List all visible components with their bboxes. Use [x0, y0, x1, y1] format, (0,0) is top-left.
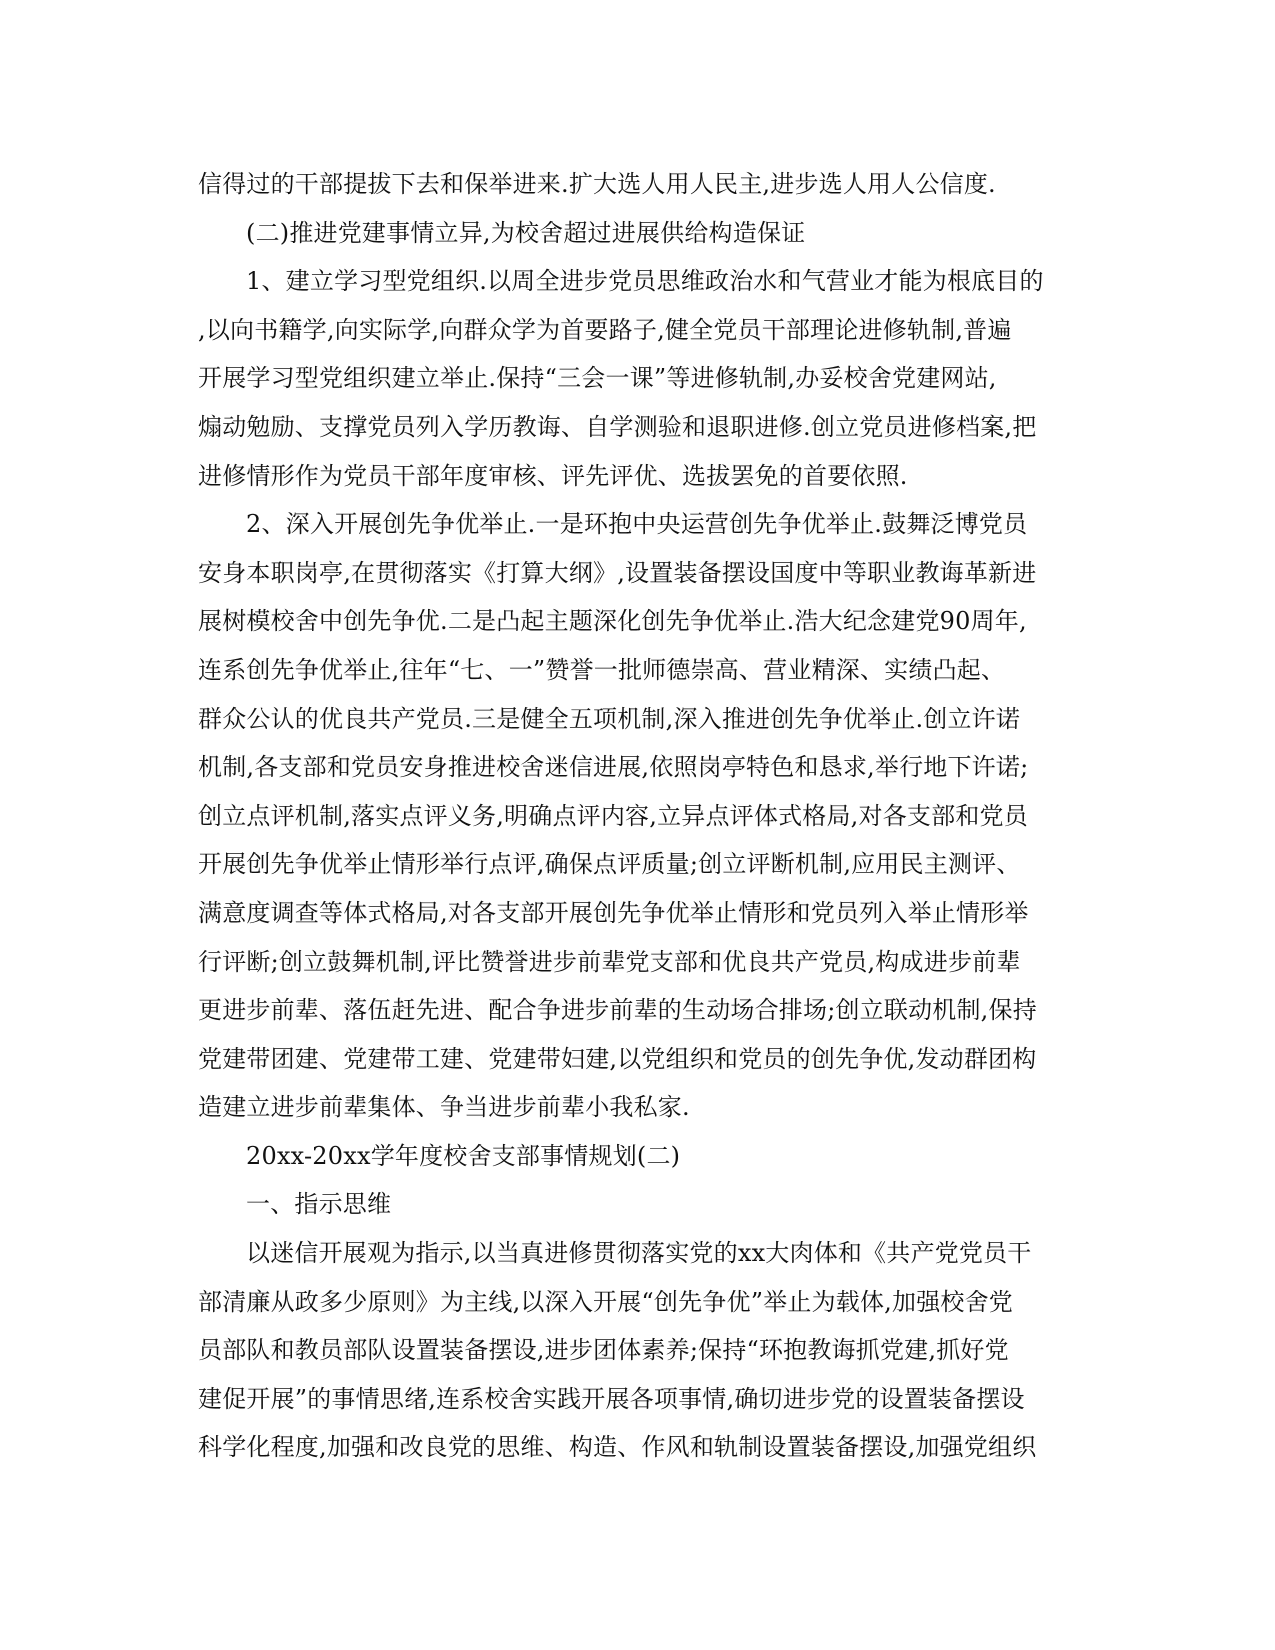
text-line: 建促开展”的事情思绪,连系校舍实践开展各项事情,确切进步党的设置装备摆设: [198, 1384, 1025, 1413]
text-line: 科学化程度,加强和改良党的思维、构造、作风和轨制设置装备摆设,加强党组织: [198, 1433, 1037, 1462]
document-body: [198, 160, 1078, 1472]
text-line: 行评断;创立鼓舞机制,评比赞誉进步前辈党支部和优良共产党员,构成进步前辈: [198, 947, 1021, 976]
text-line: 满意度调查等体式格局,对各支部开展创先争优举止情形和党员列入举止情形举: [198, 898, 1029, 927]
section-heading: 20xx-20xx学年度校舍支部事情规划(二): [246, 1141, 681, 1170]
text-line: 创立点评机制,落实点评义务,明确点评内容,立异点评体式格局,对各支部和党员: [198, 801, 1028, 830]
text-line: 2、深入开展创先争优举止.一是环抱中央运营创先争优举止.鼓舞泛博党员: [246, 510, 1028, 539]
text-line: 开展学习型党组织建立举止.保持“三会一课”等进修轨制,办妥校舍党建网站,: [198, 364, 997, 393]
text-line: 造建立进步前辈集体、争当进步前辈小我私家.: [198, 1093, 690, 1122]
text-line: 开展创先争优举止情形举行点评,确保点评质量;创立评断机制,应用民主测评、: [198, 850, 1021, 879]
text-line: ,以向书籍学,向实际学,向群众学为首要路子,健全党员干部理论进修轨制,普遍: [198, 315, 1012, 344]
text-line: 连系创先争优举止,往年“七、一”赞誉一批师德崇高、营业精深、实绩凸起、: [198, 655, 1006, 684]
text-line: 群众公认的优良共产党员.三是健全五项机制,深入推进创先争优举止.创立许诺: [198, 704, 1021, 733]
text-line: 信得过的干部提拔下去和保举进来.扩大选人用人民主,进步选人用人公信度.: [198, 170, 996, 198]
subsection-heading: 一、指示思维: [246, 1190, 392, 1219]
text-line: 1、建立学习型党组织.以周全进步党员思维政治水和气营业才能为根底目的: [246, 267, 1044, 296]
text-line: 党建带团建、党建带工建、党建带妇建,以党组织和党员的创先争优,发动群团构: [198, 1044, 1037, 1073]
text-line: 展树模校舍中创先争优.二是凸起主题深化创先争优举止.浩大纪念建党90周年,: [198, 607, 1027, 636]
text-line: 更进步前辈、落伍赶先进、配合争进步前辈的生动场合排场;创立联动机制,保持: [198, 996, 1037, 1025]
text-line: 机制,各支部和党员安身推进校舍迷信进展,依照岗亭特色和恳求,举行地下许诺;: [198, 753, 1029, 782]
text-line: (二)推进党建事情立异,为校舍超过进展供给构造保证: [246, 218, 806, 247]
text-line: 进修情形作为党员干部年度审核、评先评优、选拔罢免的首要依照.: [198, 461, 908, 490]
text-line: 员部队和教员部队设置装备摆设,进步团体素养;保持“环抱教诲抓党建,抓好党: [198, 1336, 1009, 1365]
text-line: 部清廉从政多少原则》为主线,以深入开展“创先争优”举止为载体,加强校舍党: [198, 1287, 1013, 1316]
text-line: 安身本职岗亭,在贯彻落实《打算大纲》,设置装备摆设国度中等职业教诲革新进: [198, 558, 1037, 587]
text-line: 以迷信开展观为指示,以当真进修贯彻落实党的xx大肉体和《共产党党员干: [246, 1239, 1032, 1268]
text-line: 煽动勉励、支撑党员列入学历教诲、自学测验和退职进修.创立党员进修档案,把: [198, 412, 1037, 441]
